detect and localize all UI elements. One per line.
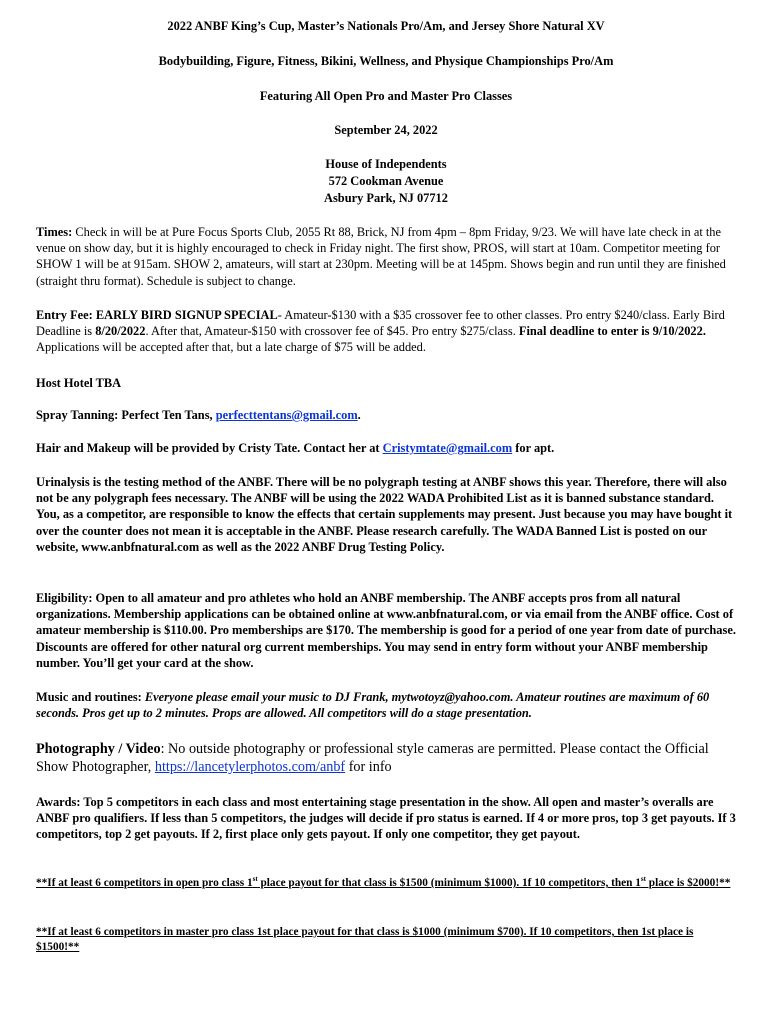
entry-fee-text-3: Applications will be accepted after that, but a late charge of $75 will be added. [36,340,426,355]
open-pro-sup-2: st [640,875,646,884]
master-pro-payout-note: **If at least 6 competitors in master pro class 1st place payout for that class is $1000 (minimum $700). If 10 competitors, then 1st place is $1500!** [36,926,694,953]
photography-label: Photography / Video [36,741,161,757]
open-pro-payout-note [36,876,736,891]
entry-fee-text-1: - Amateur-$130 with a $35 crossover fee to other classes. Pro entry $240/class. Early Bird Deadline is [36,308,725,339]
venue-street: 572 Cookman Avenue [328,174,444,188]
event-subtitle: Bodybuilding, Figure, Fitness, Bikini, Wellness, and Physique Championships Pro/Am [158,54,614,68]
hair-makeup-end: for apt. [512,441,555,455]
entry-fee-label: Entry Fee: EARLY BIRD SIGNUP SPECIAL [36,308,278,322]
spray-tanning-paragraph [36,407,736,423]
hair-makeup-paragraph [36,440,736,456]
photographer-link[interactable]: https://lancetylerphotos.com/anbf [154,759,346,775]
early-bird-deadline: 8/20/2022 [95,324,146,339]
event-date: September 24, 2022 [334,123,438,137]
open-pro-text-b: place payout for that class is $1500 (minimum $1000). 1f 10 competitors, then 1 [257,877,641,889]
final-deadline: Final deadline to enter is 9/10/2022. [518,324,706,339]
eligibility-paragraph: Eligibility: Open to all amateur and pro athletes who hold an ANBF membership. The ANBF accepts pros from all natural organizations. Membership applications can be obtained online at www.anbfnatural.com, or via email from the ANBF office. Cost of amateur membership is $110.00. Pro memberships are $170. The membership is good for a period of one year from date of purchase. Discounts are offered for other natural org current memberships. You may send in entry form without your ANBF membership number. You’ll get your card at the show. [36,591,736,670]
venue-city: Asbury Park, NJ 07712 [324,191,448,205]
awards-paragraph: Awards: Top 5 competitors in each class and most entertaining stage presentation in the show. All open and master’s overalls are ANBF pro qualifiers. If less than 5 competitors, the judges will decide if pro status is earned. If 4 or more pros, top 3 get payouts. If 3 competitors, top 2 get payouts. If 2, first place only gets payout. If only one competitor, they get payout. [36,795,736,842]
open-pro-text-a: **If at least 6 competitors in open pro class 1 [36,877,253,889]
music-paragraph [36,689,736,721]
spray-tanning-end: . [357,408,361,422]
open-pro-text-c: place is $2000!** [645,877,731,889]
event-title: 2022 ANBF King’s Cup, Master’s Nationals Pro/Am, and Jersey Shore Natural XV [167,19,605,33]
times-label: Times: [36,225,73,239]
times-text: Check in will be at Pure Focus Sports Club, 2055 Rt 88, Brick, NJ from 4pm – 8pm Friday, 9/23. We will have late check in at the venue on show day, but it is highly encouraged to check in Friday night. The first show, PROS, will start at 10am. Competitor meeting for SHOW 1 will be at 915am. SHOW 2, amateurs, will start at 230pm. Meeting will be at 145pm. Shows begin and run until they are finished (straight thru format). Schedule is subject to change. [36,225,726,288]
venue-name: House of Independents [325,157,447,171]
hair-makeup-email-link[interactable]: Cristymtate@gmail.com [382,441,513,455]
entry-fee-text-2: . After that, Amateur-$150 with crossover fee of $45. Pro entry $275/class. [145,324,519,339]
photography-paragraph [36,740,736,776]
spray-tanning-label: Spray Tanning: Perfect Ten Tans, [36,408,216,422]
hair-makeup-label: Hair and Makeup will be provided by Cristy Tate. Contact her at [36,441,383,455]
photography-end: for info [345,759,392,775]
urinalysis-paragraph: Urinalysis is the testing method of the ANBF. There will be no polygraph testing at ANBF shows this year. Therefore, there will also not be any polygraph fees necessary. The ANBF will be using the 2022 WADA Prohibited List as it is banned substance standard. You, as a competitor, are responsible to know the effects that certain supplements may present. Just because you may have bought it over the counter does not mean it is acceptable in the ANBF. Please research carefully. The WADA Banned List is posted on our website, www.anbfnatural.com as well as the 2022 ANBF Drug Testing Policy. [36,475,733,554]
music-text: Everyone please email your music to DJ Frank, mytwotoyz@yahoo.com. Amateur routines are maximum of 60 seconds. Pros get up to 2 minutes. Props are allowed. All competitors will do a stage presentation. [36,690,710,721]
entry-fee-paragraph [36,307,736,356]
times-paragraph [36,224,736,289]
photography-text: : No outside photography or professional style cameras are permitted. Please contact the Official Show Photographer, [36,741,709,775]
spray-tanning-email-link[interactable]: perfecttentans@gmail.com [215,408,358,422]
featuring-line: Featuring All Open Pro and Master Pro Classes [259,89,513,103]
host-hotel: Host Hotel TBA [36,376,122,390]
open-pro-sup-1: st [252,875,258,884]
music-label: Music and routines: [36,690,142,704]
